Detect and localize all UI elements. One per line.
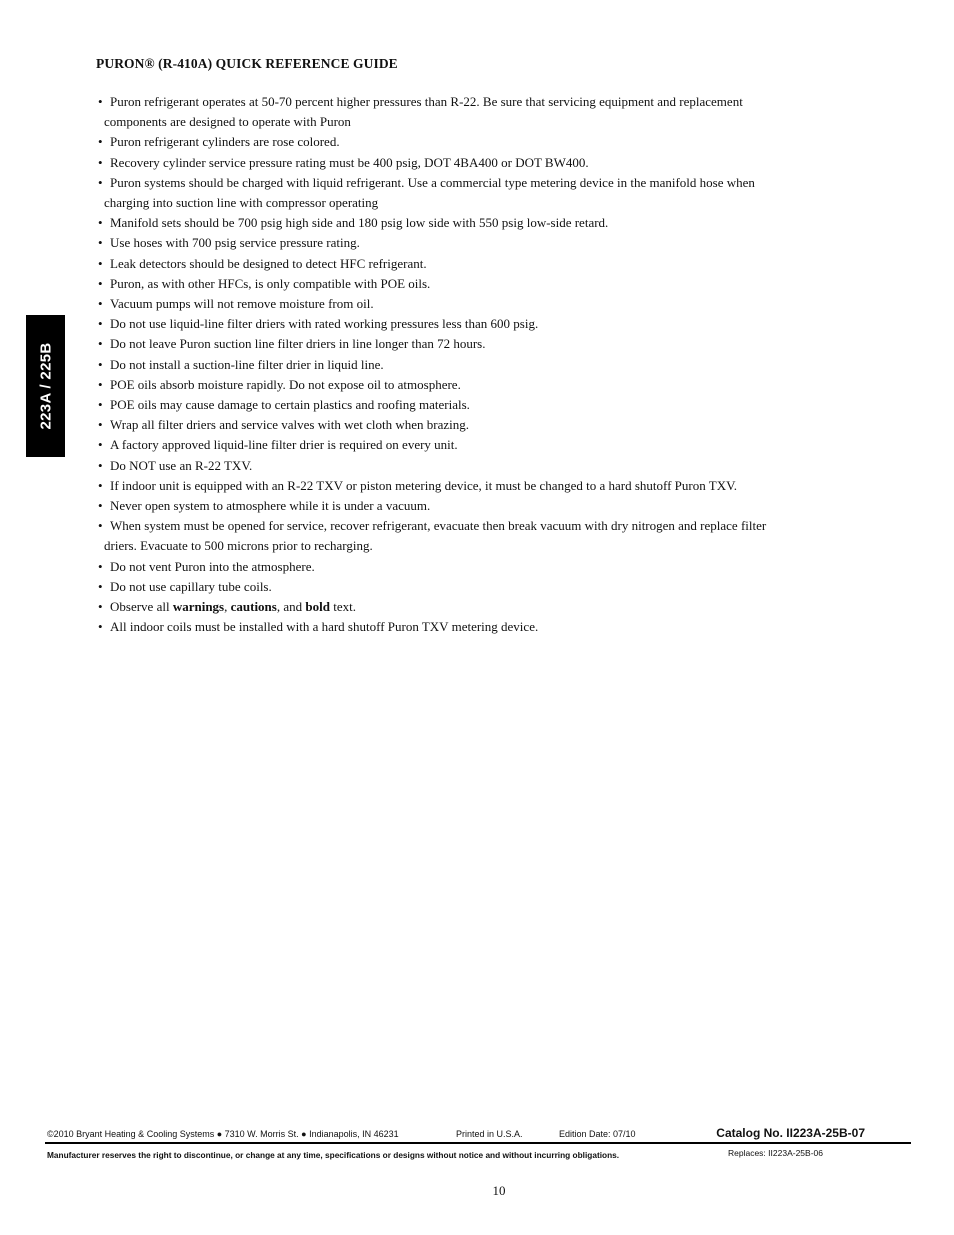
list-item <box>96 92 826 132</box>
bullet-icon: • <box>98 154 103 170</box>
list-item-text: Do not use capillary tube coils. <box>110 578 272 594</box>
observe-bold-bold: bold <box>305 599 330 615</box>
bullet-icon: • <box>98 134 103 150</box>
bullet-icon: • <box>98 397 103 413</box>
side-tab-label: 223A / 225B <box>37 342 54 430</box>
list-item-text: Manifold sets should be 700 psig high side and 180 psig low side with 550 psig low-side retard. <box>110 215 609 231</box>
bullet-icon: • <box>98 518 103 534</box>
list-item <box>96 577 826 597</box>
list-item <box>96 476 826 496</box>
list-item-text: Do not leave Puron suction line filter driers in line longer than 72 hours. <box>110 336 486 352</box>
list-item <box>96 294 826 314</box>
list-item <box>96 213 826 233</box>
list-item-continuation: charging into suction line with compressor operating <box>104 195 379 211</box>
list-item-text: Puron systems should be charged with liquid refrigerant. Use a commercial type metering device in the manifold hose when <box>110 174 755 190</box>
list-item-text: Puron, as with other HFCs, is only compatible with POE oils. <box>110 275 431 291</box>
section-side-tab <box>26 315 65 457</box>
bullet-icon: • <box>98 417 103 433</box>
list-item-text: Leak detectors should be designed to detect HFC refrigerant. <box>110 255 427 271</box>
bullet-icon: • <box>98 437 103 453</box>
list-item <box>96 456 826 476</box>
footer-replaces: Replaces: II223A-25B-06 <box>728 1148 823 1158</box>
list-item <box>96 153 826 173</box>
footer-copyright: ©2010 Bryant Heating & Cooling Systems ● 7310 W. Morris St. ● Indianapolis, IN 46231 <box>47 1129 399 1139</box>
list-item <box>96 557 826 577</box>
list-item-text: Wrap all filter driers and service valves with wet cloth when brazing. <box>110 417 470 433</box>
bullet-icon: • <box>98 376 103 392</box>
list-item <box>96 496 826 516</box>
footer-top-row <box>47 1126 865 1142</box>
bullet-icon: • <box>98 498 103 514</box>
bullet-icon: • <box>98 578 103 594</box>
list-item <box>96 516 826 556</box>
list-item-text: POE oils may cause damage to certain plastics and roofing materials. <box>110 397 470 413</box>
footer-bottom-row <box>47 1148 867 1164</box>
bullet-icon: • <box>98 477 103 493</box>
list-item <box>96 173 826 213</box>
bullet-icon: • <box>98 457 103 473</box>
list-item-continuation: components are designed to operate with Puron <box>104 114 351 130</box>
list-item-continuation: driers. Evacuate to 500 microns prior to recharging. <box>104 538 373 554</box>
bullet-icon: • <box>98 558 103 574</box>
list-item <box>96 355 826 375</box>
list-item <box>96 415 826 435</box>
list-item-text: POE oils absorb moisture rapidly. Do not expose oil to atmosphere. <box>110 376 461 392</box>
list-item-text: Never open system to atmosphere while it is under a vacuum. <box>110 498 431 514</box>
observe-bold-cautions: cautions <box>230 599 277 615</box>
bullet-icon: • <box>98 356 103 372</box>
observe-sep2: , and <box>276 599 306 615</box>
list-item <box>96 314 826 334</box>
list-item <box>96 435 826 455</box>
footer-disclaimer: Manufacturer reserves the right to discontinue, or change at any time, specifications or designs without notice and without incurring obligations. <box>47 1150 620 1160</box>
list-item-text: Do not vent Puron into the atmosphere. <box>110 558 315 574</box>
footer-edition-date: Edition Date: 07/10 <box>559 1129 636 1139</box>
list-item <box>96 617 826 637</box>
list-item <box>96 334 826 354</box>
bullet-icon: • <box>98 599 103 615</box>
observe-bold-warnings: warnings <box>172 599 225 615</box>
footer-divider <box>45 1142 911 1144</box>
bullet-icon: • <box>98 619 103 635</box>
list-item <box>96 254 826 274</box>
list-item <box>96 597 826 617</box>
page-heading: PURON® (R-410A) QUICK REFERENCE GUIDE <box>96 56 398 71</box>
bullet-icon: • <box>98 275 103 291</box>
bullet-icon: • <box>98 174 103 190</box>
list-item <box>96 233 826 253</box>
footer-printed: Printed in U.S.A. <box>456 1129 523 1139</box>
list-item-text: If indoor unit is equipped with an R-22 TXV or piston metering device, it must be changed to a hard shutoff Puron TXV. <box>110 477 738 493</box>
page-number: 10 <box>492 1183 506 1198</box>
list-item <box>96 132 826 152</box>
bullet-icon: • <box>98 316 103 332</box>
list-item-text: Puron refrigerant cylinders are rose colored. <box>110 134 340 150</box>
list-item-text: Use hoses with 700 psig service pressure rating. <box>110 235 360 251</box>
list-item-text: Puron refrigerant operates at 50-70 percent higher pressures than R-22. Be sure that servicing equipment and replacement <box>110 94 743 109</box>
bullet-icon: • <box>98 94 103 109</box>
footer-catalog-number: Catalog No. II223A-25B-07 <box>716 1126 865 1140</box>
bullet-icon: • <box>98 235 103 251</box>
bullet-icon: • <box>98 296 103 312</box>
list-item-text: Do not install a suction-line filter drier in liquid line. <box>110 356 384 372</box>
list-item <box>96 375 826 395</box>
list-item-text: When system must be opened for service, recover refrigerant, evacuate then break vacuum with dry nitrogen and replace filter <box>110 518 767 534</box>
reference-bullet-list <box>96 92 826 637</box>
bullet-icon: • <box>98 336 103 352</box>
list-item-text: A factory approved liquid-line filter drier is required on every unit. <box>110 437 458 453</box>
list-item-text: All indoor coils must be installed with a hard shutoff Puron TXV metering device. <box>110 619 539 635</box>
bullet-icon: • <box>98 215 103 231</box>
list-item-text: Do NOT use an R-22 TXV. <box>110 457 253 473</box>
list-item <box>96 395 826 415</box>
observe-sep1: , <box>224 599 231 615</box>
list-item-text: Vacuum pumps will not remove moisture from oil. <box>110 296 374 312</box>
list-item-text: Do not use liquid-line filter driers with rated working pressures less than 600 psig. <box>110 316 539 332</box>
bullet-icon: • <box>98 255 103 271</box>
observe-prefix: Observe all <box>110 599 173 615</box>
observe-suffix: text. <box>329 599 356 615</box>
list-item <box>96 274 826 294</box>
list-item-text: Recovery cylinder service pressure rating must be 400 psig, DOT 4BA400 or DOT BW400. <box>110 154 589 170</box>
